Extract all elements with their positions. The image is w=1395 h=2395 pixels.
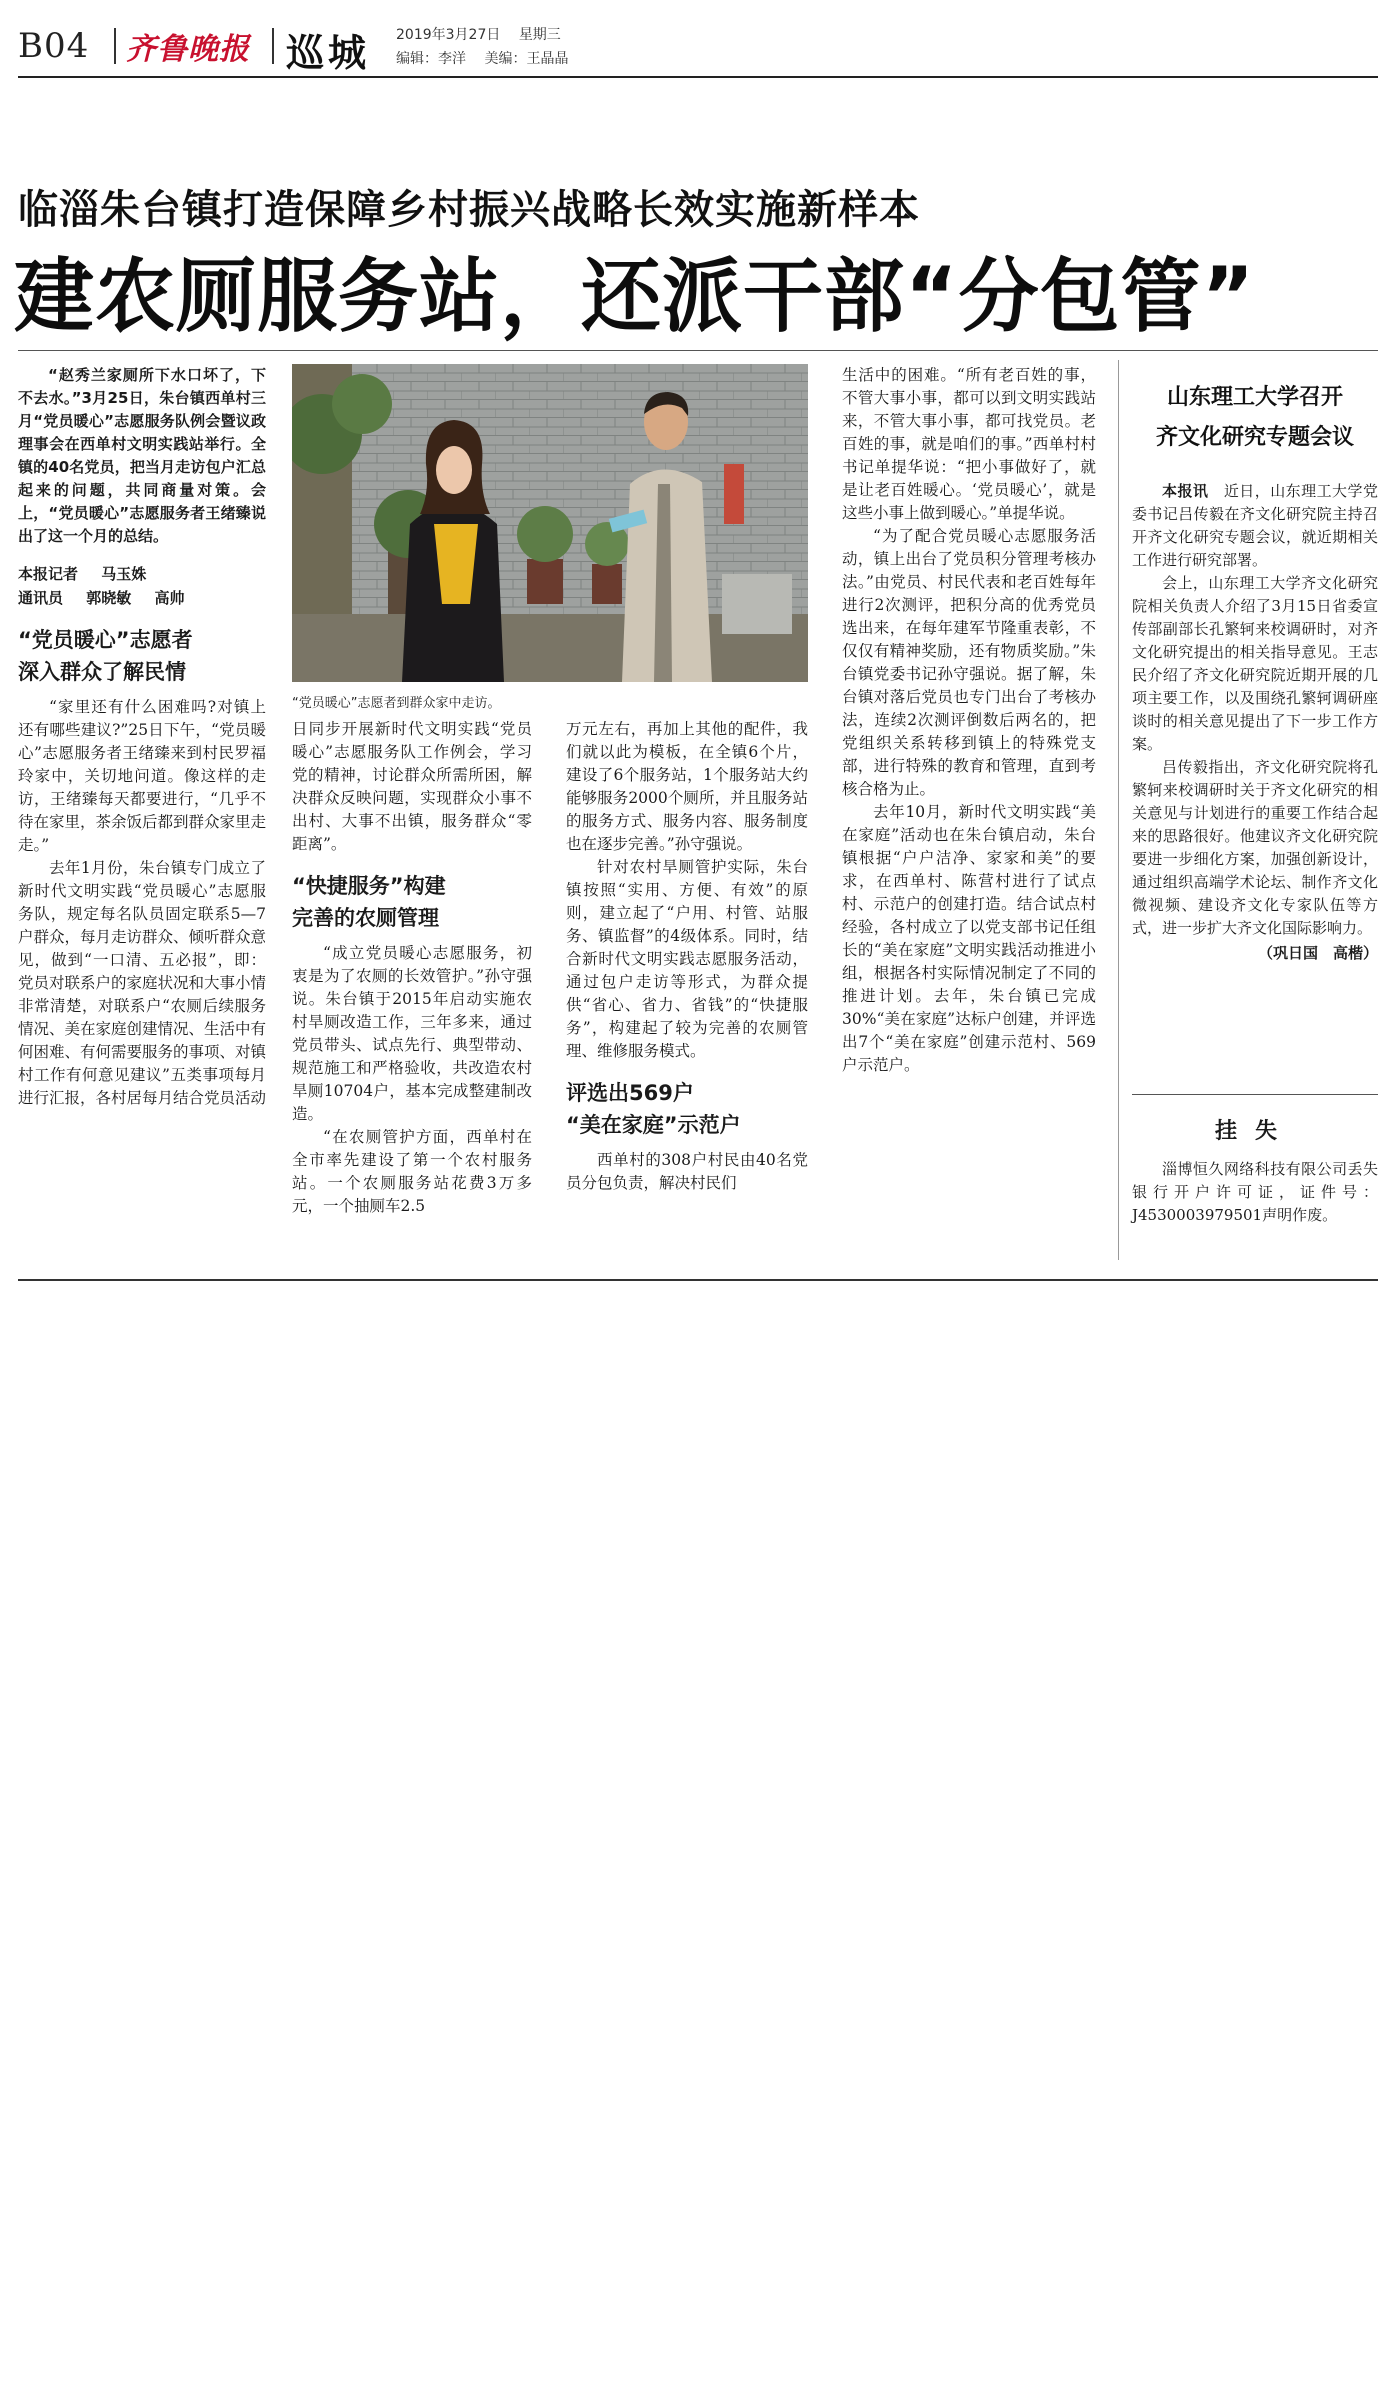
masthead-divider xyxy=(272,28,274,64)
editor-credit: 编辑：李洋 xyxy=(396,51,466,67)
byline-author: 马玉姝 xyxy=(101,565,147,583)
subheading-2: “快捷服务”构建 完善的农厕管理 xyxy=(292,874,446,930)
headline-rule xyxy=(18,350,1378,351)
sidebar-news xyxy=(1132,378,1378,963)
body-paragraph: “成立党员暖心志愿服务，初衷是为了农厕的长效管护。”孙守强说。朱台镇于2015年启动实施农村旱厕改造工作，三年多来，通过党员带头、试点先行、典型带动、规范施工和严格验收，共改造农村旱厕10704户，基本完成整建制改造。 xyxy=(292,944,532,1123)
sidebar-title: 山东理工大学召开 齐文化研究专题会议 xyxy=(1155,385,1354,450)
article-column-4 xyxy=(842,364,1096,1077)
byline xyxy=(18,562,266,610)
body-paragraph: 吕传毅指出，齐文化研究院将孔繁轲来校调研时关于齐文化研究的相关意见与计划进行的重要工作结合起来的思路很好。他建议齐文化研究院要进一步细化方案，加强创新设计，通过组织高端学术论坛、制作齐文化微视频、建设齐文化专家队伍等方式，进一步扩大齐文化国际影响力。 xyxy=(1132,758,1378,937)
body-paragraph: 生活中的困难。“所有老百姓的事，不管大事小事，都可以到文明实践站来，不管大事小事，都可找党员。老百姓的事，就是咱们的事。”西单村村书记单提华说：“把小事做好了，就是让老百姓暖心。‘党员暖心’，就是这些小事上做到暖心。”单提华说。 xyxy=(842,366,1096,522)
body-paragraph: “在农厕管护方面，西单村在全市率先建设了第一个农村服务站。一个农厕服务站花费3万多元，一个抽厕车2.5 xyxy=(292,1128,532,1215)
article-column-2 xyxy=(292,718,532,1218)
article-column-1 xyxy=(18,364,266,1110)
sidebar-rule xyxy=(1132,1094,1378,1095)
masthead-rule xyxy=(18,76,1378,78)
byline-role: 通讯员 xyxy=(18,589,64,607)
subheading-1: “党员暖心”志愿者 深入群众了解民情 xyxy=(18,628,193,684)
article-headline: 建农厕服务站，还派干部“分包管” xyxy=(14,250,1256,343)
page-number: B04 xyxy=(18,26,90,66)
masthead-divider xyxy=(114,28,116,64)
byline-author: 高帅 xyxy=(154,589,185,607)
issue-weekday: 星期三 xyxy=(518,27,561,43)
masthead xyxy=(18,20,1378,75)
body-paragraph: 万元左右，再加上其他的配件，我们就以此为模板，在全镇6个片，建设了6个服务站，1个服务站大约能够服务2000个厕所，并且服务站的服务方式、服务内容、服务制度也在逐步完善。”孙守强说。 xyxy=(566,720,808,853)
body-paragraph: 西单村的308户村民由40名党员分包负责，解决村民们 xyxy=(566,1151,808,1192)
article-kicker: 临淄朱台镇打造保障乡村振兴战略长效实施新样本 xyxy=(18,187,920,233)
body-paragraph: 针对农村旱厕管护实际，朱台镇按照“实用、方便、有效”的原则，建立起了“户用、村管、站服务、镇监督”的4级体系。同时，结合新时代文明实践志愿服务活动，通过包户走访等形式，为群众提供“省心、省力、省钱”的“快捷服务”，构建起了较为完善的农厕管理、维修服务模式。 xyxy=(566,858,808,1060)
article-lead: “赵秀兰家厕所下水口坏了，下不去水。”3月25日，朱台镇西单村三月“党员暖心”志愿服务队例会暨议政理事会在西单村文明实践站举行。全镇的40名党员，把当月走访包户汇总起来的问题，共同商量对策。会上，“党员暖心”志愿服务者王绪臻说出了这一个月的总结。 xyxy=(18,366,266,545)
column-divider xyxy=(1118,360,1119,1260)
photo-caption: “党员暖心”志愿者到群众家中走访。 xyxy=(292,696,501,711)
notice-body: 淄博恒久网络科技有限公司丢失银行开户许可证，证件号：J4530003979501声明作废。 xyxy=(1132,1160,1378,1224)
body-paragraph: “为了配合党员暖心志愿服务活动，镇上出台了党员积分管理考核办法。”由党员、村民代表和老百姓每年进行2次测评，把积分高的优秀党员选出来，在每年建军节隆重表彰，不仅仅有精神奖励，还有物质奖励。”朱台镇党委书记孙守强说。据了解，朱台镇对落后党员也专门出台了考核办法，连续2次测评倒数后两名的，把党组织关系转移到镇上的特殊党支部，进行特殊的教育和管理，直到考核合格为止。 xyxy=(842,527,1096,798)
body-paragraph: “家里还有什么困难吗?对镇上还有哪些建议?”25日下午，“党员暖心”志愿服务者王绪臻来到村民罗福玲家中，关切地问道。像这样的走访，王绪臻每天都要进行，“几乎不待在家里，茶余饭后都到群众家里走走。” xyxy=(18,698,267,854)
sidebar-body xyxy=(1132,480,1378,940)
issue-date: 2019年3月27日 xyxy=(396,27,501,43)
dateline-tag: 本报讯 xyxy=(1162,482,1209,500)
issue-date-line xyxy=(396,24,575,44)
body-paragraph: 本报讯 近日，山东理工大学党委书记吕传毅在齐文化研究院主持召开齐文化研究专题会议，就近期相关工作进行研究部署。 xyxy=(1132,482,1378,569)
body-paragraph: 去年1月份，朱台镇专门成立了新时代文明实践“党员暖心”志愿服务队，规定每名队员固定联系5—7户群众，每月走访群众、倾听群众意见，做到“一口清、五必报”，即：党员对联系户的家庭状况和大事小情非常清楚，对联系户“农厕后续服务情况、美在家庭创建情况、生活中有何困难、有何需要服务的事项、对镇村工作有何意见建议”五类事项每月进行汇报，各村居每月结合党员活动 xyxy=(18,859,267,1107)
page-bottom-rule xyxy=(18,1279,1378,1281)
sidebar-signature: （巩日国 高楷） xyxy=(1257,944,1378,962)
byline-author: 郭晓敏 xyxy=(86,589,132,607)
newspaper-logo: 齐鲁晚报 xyxy=(126,32,250,67)
body-paragraph: 会上，山东理工大学齐文化研究院相关负责人介绍了3月15日省委宣传部副部长孔繁轲来校调研时，对齐文化研究提出的相关指导意见。王志民介绍了齐文化研究院近期开展的几项主要工作，以及围绕孔繁轲调研座谈时的相关意见提出了下一步工作方案。 xyxy=(1132,574,1378,753)
article-column-3 xyxy=(566,718,808,1195)
article-photo xyxy=(292,364,808,682)
photo-illustration xyxy=(292,364,808,682)
editor-line xyxy=(396,48,582,68)
lost-notice xyxy=(1132,1112,1378,1227)
body-paragraph: 日同步开展新时代文明实践“党员暖心”志愿服务队工作例会，学习党的精神，讨论群众所需所困，解决群众反映问题，实现群众小事不出村、大事不出镇，服务群众“零距离”。 xyxy=(292,720,532,853)
section-name: 巡城 xyxy=(286,31,371,75)
byline-role: 本报记者 xyxy=(18,565,79,583)
notice-title: 挂失 xyxy=(1214,1119,1295,1144)
subheading-3: 评选出569户 “美在家庭”示范户 xyxy=(566,1081,741,1137)
designer-credit: 美编：王晶晶 xyxy=(484,51,569,67)
body-paragraph: 去年10月，新时代文明实践“美在家庭”活动也在朱台镇启动，朱台镇根据“户户洁净、家家和美”的要求，在西单村、陈营村进行了试点村、示范户的创建打造。结合试点村经验，各村成立了以党支部书记任组长的“美在家庭”文明实践活动推进小组，根据各村实际情况制定了不同的推进计划。去年，朱台镇已完成30%“美在家庭”达标户创建，并评选出7个“美在家庭”创建示范村、569户示范户。 xyxy=(842,803,1096,1074)
